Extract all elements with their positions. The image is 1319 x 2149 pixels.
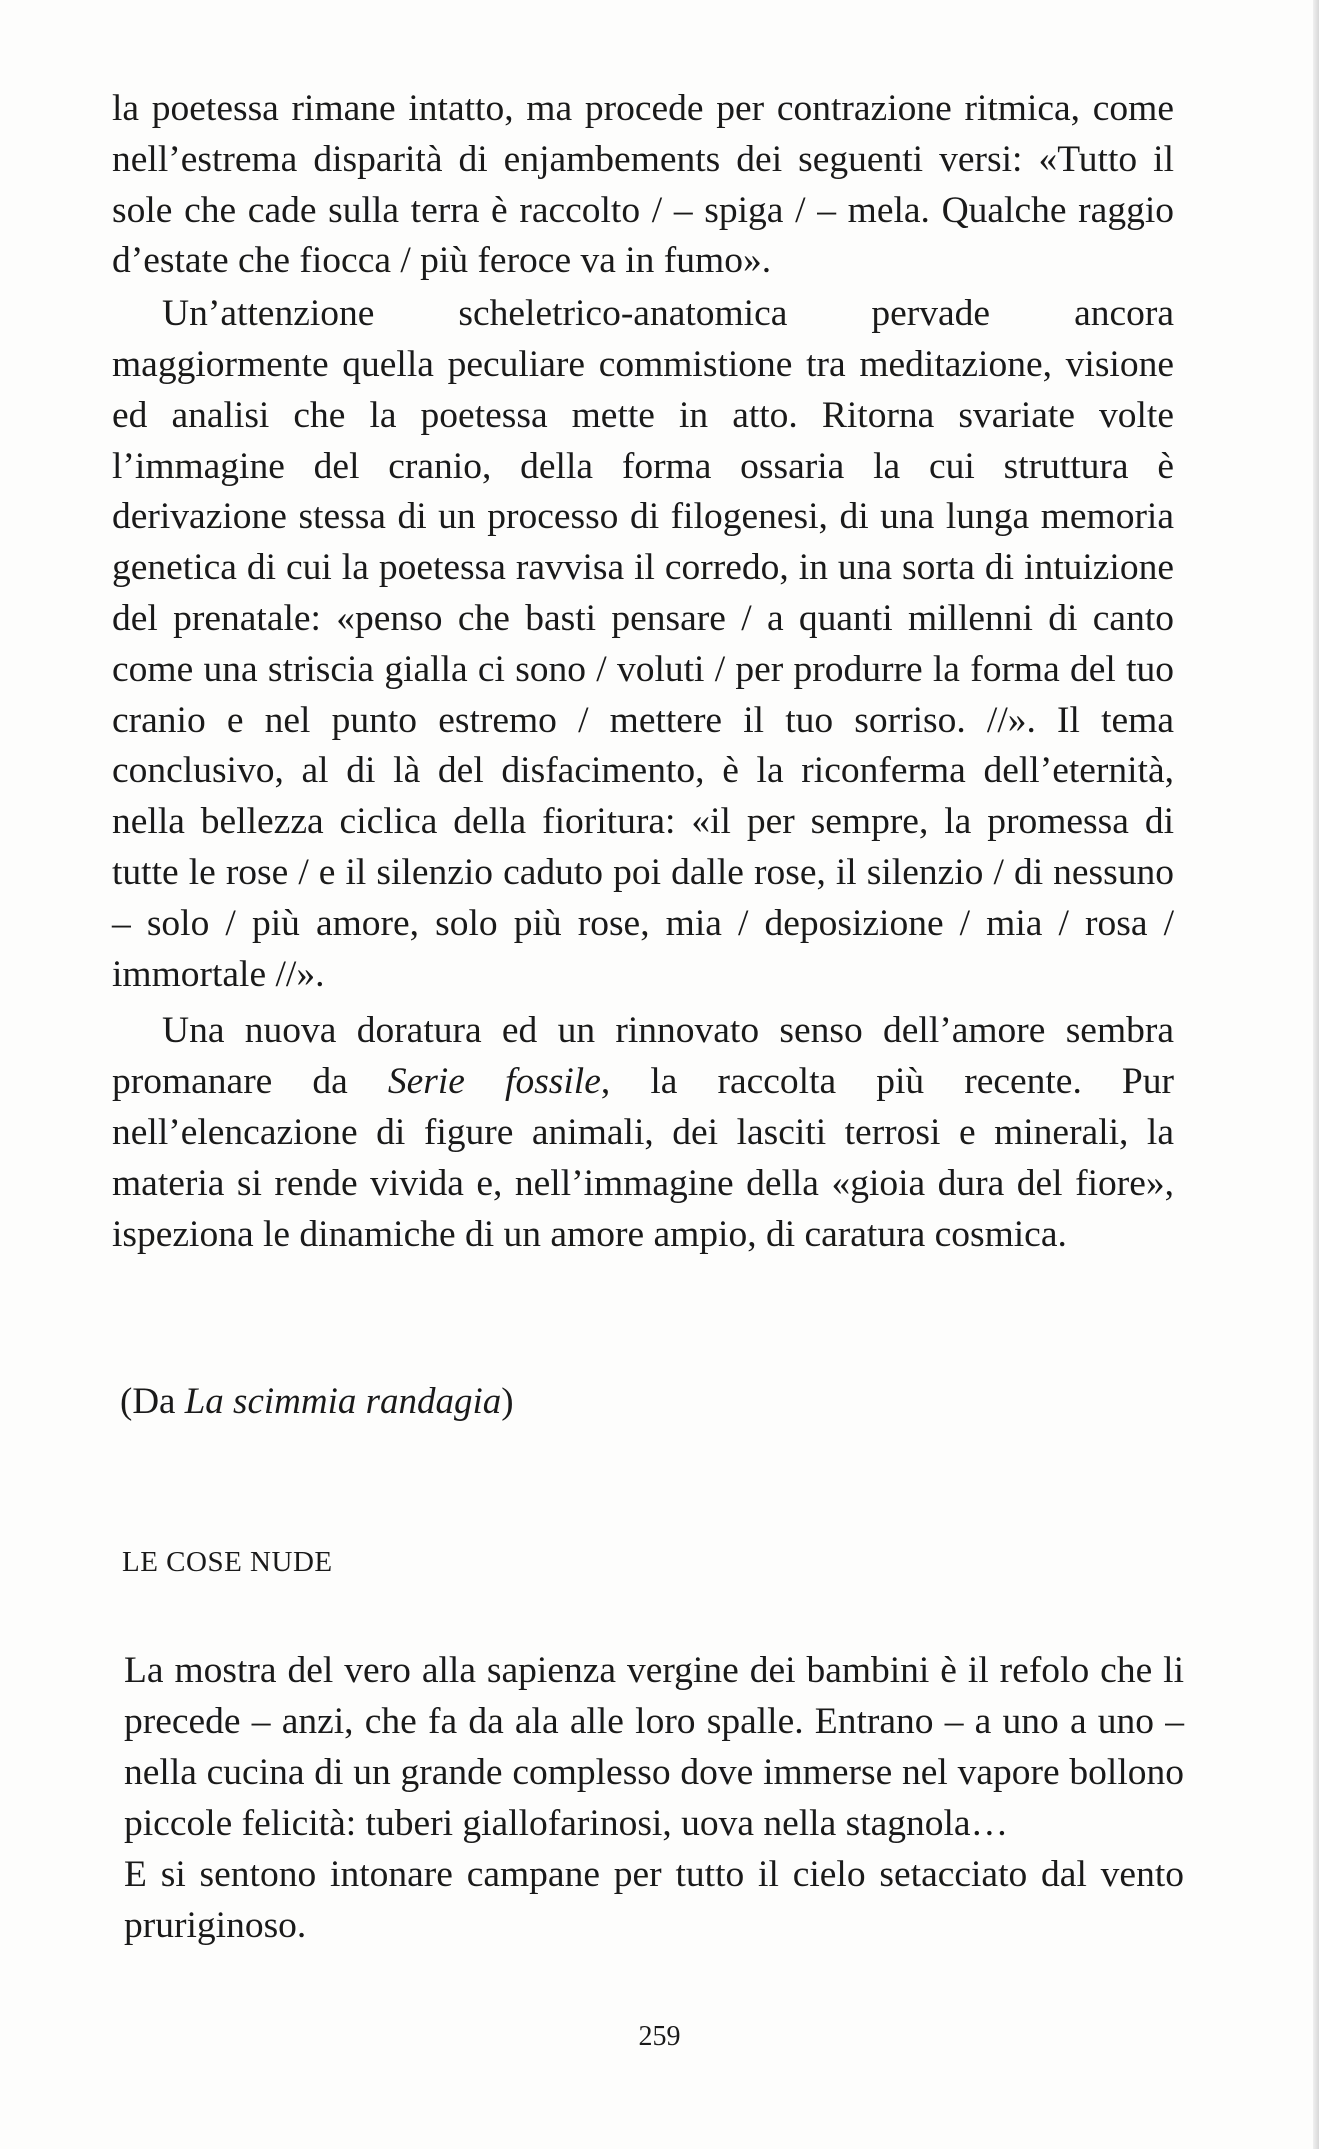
paragraph-3-text-end: , la raccolta più recente. Pur nell’elencazione di figure animali, dei lasciti terrosi e minerali, la materia si rende vivida e, nell’immagine della «gioia dura del fiore», ispeziona le dinamiche di un amore ampio, di caratura cosmica. [112,1061,1174,1255]
paragraph-1: la poetessa rimane intatto, ma procede per contrazione ritmica, come nell’estrema disparità di enjambements dei seguenti versi: «Tutto il sole che cade sulla terra è raccolto / – spiga / – mela. Qualche raggio d’estate che fiocca / più feroce va in fumo». [112,88,1174,282]
paragraph-2: Un’attenzione scheletrico-anatomica pervade ancora maggiormente quella peculiare commistione tra meditazione, visione ed analisi che la poetessa mette in atto. Ritorna svariate volte l’immagine del cranio, della forma ossaria la cui struttura è derivazione stessa di un processo di filogenesi, di una lunga memoria genetica di cui la poetessa ravvisa il corredo, in una sorta di intuizione del prenatale: «penso che basti pensare / a quanti millenni di canto come una striscia gialla ci sono / voluti / per produrre la forma del tuo cranio e nel punto estremo / mettere il tuo sorriso. //». Il tema conclusivo, al di là del disfacimento, è la riconferma dell’eternità, nella bellezza ciclica della fioritura: «il per sempre, la promessa di tutte le rose / e il silenzio caduto poi dalle rose, il silenzio / di nessuno – solo / più amore, solo più rose, mia / deposizione / mia / rosa / immortale //». [112,293,1174,995]
source-book-title: La scimmia randagia [184,1381,502,1422]
poem-title: LE COSE NUDE [122,1546,333,1578]
essay-text [112,84,1174,1260]
source-note [120,1378,514,1426]
paragraph-3-text-start: Una nuova doratura ed un rinnovato senso dell’amore sembra promanare da [112,1010,1174,1103]
poem-text [124,1645,1184,1951]
page-number: 259 [638,2021,681,2052]
page-edge-shadow [1313,0,1319,2149]
book-title-serie-fossile: Serie fossile [387,1061,601,1103]
source-prefix: (Da [120,1381,185,1422]
poem-stanza-2: E si sentono intonare campane per tutto il cielo setacciato dal vento pruriginoso. [124,1854,1184,1946]
poem-stanza-1: La mostra del vero alla sapienza vergine dei bambini è il refolo che li precede – anzi, che fa da ala alle loro spalle. Entrano – a uno a uno – nella cucina di un grande complesso dove immerse nel vapore bollono piccole felicità: tuberi giallofarinosi, uova nella stagnola… [124,1650,1184,1844]
paragraph-3 [112,1006,1174,1260]
source-suffix: ) [501,1381,514,1422]
